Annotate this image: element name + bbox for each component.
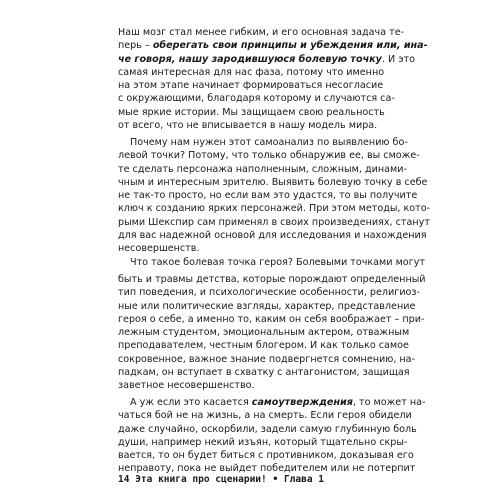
text-run: быть и травмы детства, которые порождают определенный: [118, 274, 426, 285]
text-run: рыми Шекспир сам применял в своих произведениях, станут: [118, 216, 430, 228]
text-run: А уж если это касается: [130, 397, 252, 408]
intro-paragraph: [118, 26, 428, 132]
text-run: даже случайно, оскорбили, задели самую глубинную боль: [118, 423, 417, 435]
chapter-label: Глава 1: [283, 474, 324, 485]
text-run: ключ к созданию ярких персонажей. При этом методы, кото-: [118, 203, 431, 215]
text-line: [118, 229, 427, 242]
text-run: , то может на-: [352, 397, 426, 408]
body-paragraph-2: [118, 273, 426, 393]
text-run: вается, то он будет биться с противником, доказывая его: [118, 450, 414, 462]
emphasis-text: че говоря, нашу зародившуюся болевую точку: [118, 53, 382, 65]
text-line: [118, 136, 408, 149]
text-run: . И это: [381, 53, 415, 65]
text-line: [118, 106, 385, 119]
text-line: [118, 256, 425, 269]
text-line: [118, 92, 395, 105]
text-line: [118, 202, 431, 215]
text-run: лежным студентом, эмоциональным актером, отважным: [118, 327, 410, 339]
text-run: Наш мозг стал менее гибким, и его основная задача те-: [118, 27, 405, 38]
text-line: [118, 353, 416, 366]
text-line: [118, 313, 425, 326]
text-line: [118, 396, 426, 409]
emphasis-text: оберегать свои принципы и убеждения или, ина-: [152, 40, 428, 52]
text-line: [118, 216, 430, 229]
running-title: Эта книга про сценарии!: [135, 474, 267, 485]
text-run: героя о себе, а именно то, каким он себя воображает – при-: [118, 313, 425, 325]
text-line: [118, 26, 405, 39]
footer-bullet: •: [272, 474, 279, 485]
page-number: 14: [118, 474, 130, 485]
text-run: мые яркие истории. Мы защищаем свою реальность: [118, 106, 385, 118]
text-line: [118, 149, 420, 162]
text-line: [118, 273, 426, 286]
text-line: [118, 163, 407, 176]
text-run: неправоту, пока не выйдет победителем или не потерпит: [118, 463, 416, 475]
text-line: [118, 53, 415, 66]
text-line: [118, 119, 378, 132]
text-line: [118, 176, 428, 189]
text-run: перь –: [118, 40, 153, 52]
text-line: [118, 436, 408, 449]
text-run: левой точки? Потому, что только обнаружив ее, вы сможе-: [118, 150, 420, 162]
page-footer: [118, 474, 324, 485]
text-line: [118, 379, 378, 392]
text-run: тип поведения, и психологические особенности, религиоз-: [118, 287, 420, 299]
text-line: [118, 326, 410, 339]
text-run: преподавателем, честным блогером. И как только самое: [118, 340, 409, 352]
text-line: [118, 423, 417, 436]
text-run: для вас надежной основой для исследования и нахождения: [118, 230, 427, 242]
text-run: несовершенств.: [118, 243, 200, 255]
text-run: на этом этапе начинает формироваться несогласие: [118, 80, 384, 92]
text-run: от всего, что не вписывается в нашу модель мира.: [118, 120, 378, 132]
text-run: с окружающими, благодаря которому и случаются са-: [118, 93, 395, 105]
text-run: чным и интересным зрителю. Выявить болевую точку в себе: [118, 176, 428, 188]
text-run: заветное несовершенство.: [118, 380, 255, 392]
text-run: те сделать персонажа наполненным, сложным, динами-: [118, 163, 407, 175]
text-run: не так-то просто, но если вам это удастся, то вы получите: [118, 190, 418, 202]
text-run: души, например некий изъян, который тщательно скры-: [118, 436, 408, 448]
text-line: [118, 286, 420, 299]
emphasis-text: самоутверждения: [251, 397, 353, 408]
text-line: [118, 366, 410, 379]
text-line: [118, 189, 418, 202]
text-run: Почему нам нужен этот самоанализ по выявлению бо-: [130, 137, 408, 148]
body-paragraph-3: [118, 396, 426, 476]
text-line: [118, 449, 414, 462]
text-line: [118, 39, 428, 52]
text-run: сокровенное, важное знание подвергнется сомнению, на-: [118, 353, 416, 365]
text-line: [118, 409, 412, 422]
text-run: самая интересная для нас фаза, потому что именно: [118, 66, 385, 78]
text-run: чаться бой не на жизнь, а на смерть. Если героя обидели: [118, 410, 412, 422]
text-line: [118, 339, 409, 352]
text-run: ные или политические взгляды, характер, представление: [118, 300, 416, 312]
body-paragraph-1: [118, 136, 431, 269]
text-line: [118, 300, 416, 313]
text-run: падкам, он вступает в схватку с антагонистом, защищая: [118, 367, 410, 379]
text-line: [118, 242, 378, 255]
text-line: [118, 66, 385, 79]
text-run: Что такое болевая точка героя? Болевыми точками могут: [130, 256, 425, 268]
text-line: [118, 79, 384, 92]
